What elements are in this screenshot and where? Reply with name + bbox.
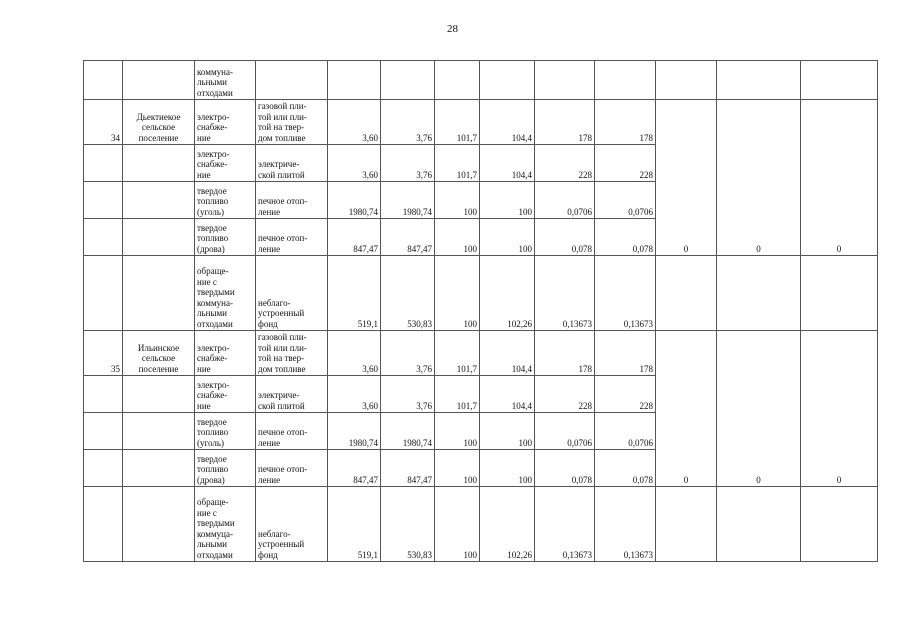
empty-cell: [656, 256, 717, 331]
value-cell: 0,13673: [535, 256, 595, 331]
resource-cell-line: обраще-: [197, 497, 229, 507]
resource-cell-line: топливо: [197, 464, 229, 474]
resource-cell-line: твердое: [197, 222, 227, 233]
settlement-cell-line: сельское: [141, 122, 176, 132]
empty-cell: [717, 61, 801, 100]
resource-cell-line: твердое: [197, 185, 227, 196]
value-cell: 0,078: [535, 219, 595, 256]
value-cell: 519,1: [328, 256, 381, 331]
description-cell-line: газовой пли-: [258, 101, 307, 111]
settlement-cell: [123, 100, 195, 145]
value-cell: 519,1: [328, 487, 381, 562]
value-cell: 178: [595, 331, 656, 376]
settlement-cell: [123, 256, 195, 331]
description-cell-line: ление: [258, 474, 281, 485]
value-cell: 0,078: [595, 450, 656, 487]
resource-cell-line: топливо: [197, 233, 229, 243]
row-number-cell: 35: [84, 331, 123, 376]
value-cell: 100: [480, 450, 535, 487]
value-cell: 100: [435, 413, 480, 450]
row-number-cell: [84, 145, 123, 182]
resource-cell-line: твердое: [197, 416, 227, 427]
value-cell: 0,078: [535, 450, 595, 487]
settlement-cell: [123, 61, 195, 100]
description-cell-line: фонд: [258, 318, 278, 329]
table-row-continuation: [84, 61, 878, 100]
resource-cell-line: твердыми: [197, 287, 235, 297]
description-cell-line: ление: [258, 206, 281, 217]
value-cell: 847,47: [328, 219, 381, 256]
row-number-cell: [84, 487, 123, 562]
settlement-cell: [123, 182, 195, 219]
row-number-cell: [84, 413, 123, 450]
value-cell: 102,26: [480, 487, 535, 562]
empty-cell: [801, 256, 878, 331]
page-number: 28: [447, 23, 458, 35]
value-cell: 101,7: [435, 376, 480, 413]
value-cell: 101,7: [435, 331, 480, 376]
row-number-cell: [84, 256, 123, 331]
empty-cell: [595, 61, 656, 100]
value-cell: 3,76: [381, 145, 435, 182]
description-cell-line: устроенный: [258, 308, 305, 318]
table-row: [84, 100, 878, 145]
value-cell: 847,47: [328, 450, 381, 487]
description-cell-line: печное отоп-: [258, 196, 308, 206]
settlement-cell-line: поселение: [138, 363, 179, 374]
extra-value-cell: 0: [717, 100, 801, 256]
description-cell-line: печное отоп-: [258, 427, 308, 437]
empty-cell: [656, 61, 717, 100]
description-cell-line: устроенный: [258, 539, 305, 549]
resource-cell: [195, 256, 256, 331]
resource-cell-line: (уголь): [197, 206, 224, 217]
description-cell-line: той на твер-: [258, 122, 305, 132]
value-cell: 0,0706: [595, 182, 656, 219]
empty-cell: [801, 61, 878, 100]
resource-cell-line: отходами: [197, 318, 233, 329]
empty-cell: [656, 487, 717, 562]
resource-cell-line: снабже-: [197, 122, 228, 132]
description-cell: [256, 256, 328, 331]
value-cell: 101,7: [435, 100, 480, 145]
value-cell: 847,47: [381, 219, 435, 256]
resource-cell-line: коммуца-: [197, 528, 233, 539]
description-cell-line: электриче-: [258, 390, 300, 400]
resource-cell-line: льными: [197, 539, 227, 549]
table-row: [84, 331, 878, 376]
resource-cell-line: снабже-: [197, 353, 228, 363]
resource-cell-line: электро-: [197, 148, 230, 159]
value-cell: 178: [535, 331, 595, 376]
description-cell: [256, 182, 328, 219]
resource-cell-line: электро-: [197, 379, 230, 390]
resource-cell-line: электро-: [197, 111, 230, 122]
description-cell: [256, 331, 328, 376]
value-cell: 100: [480, 182, 535, 219]
value-cell: 101,7: [435, 145, 480, 182]
empty-cell: [435, 61, 480, 100]
resource-cell-line: ние: [197, 363, 211, 374]
value-cell: 1980,74: [381, 182, 435, 219]
resource-cell-line: топливо: [197, 427, 229, 437]
resource-cell-line: (дрова): [197, 474, 225, 485]
resource-cell-line: отходами: [197, 87, 233, 98]
row-number-cell: 34: [84, 100, 123, 145]
description-cell-line: дом топливе: [258, 363, 306, 374]
resource-cell: [195, 100, 256, 145]
description-cell: [256, 219, 328, 256]
empty-cell: [535, 61, 595, 100]
resource-cell-line: твердое: [197, 453, 227, 464]
description-cell-line: той или пли-: [258, 111, 307, 122]
description-cell-line: печное отоп-: [258, 233, 308, 243]
resource-cell-line: электро-: [197, 342, 230, 353]
settlement-cell-line: Ильинское: [137, 342, 180, 353]
value-cell: 228: [535, 376, 595, 413]
value-cell: 1980,74: [328, 182, 381, 219]
settlement-cell: [123, 487, 195, 562]
resource-cell: [195, 61, 256, 100]
value-cell: 3,60: [328, 331, 381, 376]
value-cell: 3,76: [381, 331, 435, 376]
value-cell: 104,4: [480, 100, 535, 145]
value-cell: 100: [480, 219, 535, 256]
settlement-cell: [123, 376, 195, 413]
extra-value-cell: 0: [801, 100, 878, 256]
settlement-cell: [123, 145, 195, 182]
value-cell: 0,0706: [535, 182, 595, 219]
description-cell: [256, 413, 328, 450]
value-cell: 3,60: [328, 376, 381, 413]
description-cell-line: той или пли-: [258, 342, 307, 353]
description-cell-line: той на твер-: [258, 353, 305, 363]
resource-cell-line: топливо: [197, 196, 229, 206]
value-cell: 0,13673: [595, 487, 656, 562]
table-row: [84, 487, 878, 562]
description-cell-line: дом топливе: [258, 132, 306, 143]
description-cell: [256, 145, 328, 182]
value-cell: 3,60: [328, 100, 381, 145]
empty-cell: [801, 487, 878, 562]
value-cell: 3,76: [381, 100, 435, 145]
settlement-cell-line: Дьектиекое: [136, 111, 181, 122]
resource-cell-line: коммуна-: [197, 297, 233, 308]
value-cell: 1980,74: [381, 413, 435, 450]
resource-cell: [195, 145, 256, 182]
description-cell: [256, 100, 328, 145]
settlement-cell: [123, 450, 195, 487]
resource-cell-line: ние: [197, 400, 211, 411]
description-cell: [256, 450, 328, 487]
resource-cell-line: льными: [197, 77, 227, 87]
extra-value-cell: 0: [656, 331, 717, 487]
value-cell: 100: [435, 219, 480, 256]
value-cell: 1980,74: [328, 413, 381, 450]
value-cell: 100: [435, 487, 480, 562]
empty-cell: [480, 61, 535, 100]
resource-cell-line: льными: [197, 308, 227, 318]
value-cell: 0,0706: [595, 413, 656, 450]
empty-cell: [256, 61, 328, 100]
resource-cell-line: ние: [197, 169, 211, 180]
resource-cell-line: отходами: [197, 549, 233, 560]
value-cell: 3,76: [381, 376, 435, 413]
value-cell: 847,47: [381, 450, 435, 487]
description-cell-line: ской плитой: [258, 169, 305, 180]
resource-cell-line: снабже-: [197, 159, 228, 169]
resource-cell: [195, 331, 256, 376]
table-row: [84, 256, 878, 331]
description-cell: [256, 376, 328, 413]
resource-cell-line: снабже-: [197, 390, 228, 400]
description-cell-line: неблаго-: [258, 528, 291, 539]
extra-value-cell: 0: [801, 331, 878, 487]
resource-cell: [195, 413, 256, 450]
resource-cell: [195, 450, 256, 487]
row-number-cell: [84, 376, 123, 413]
value-cell: 178: [595, 100, 656, 145]
row-number-cell: [84, 61, 123, 100]
description-cell-line: ление: [258, 243, 281, 254]
resource-cell: [195, 182, 256, 219]
description-cell-line: печное отоп-: [258, 464, 308, 474]
value-cell: 0,0706: [535, 413, 595, 450]
value-cell: 3,60: [328, 145, 381, 182]
resource-cell: [195, 219, 256, 256]
row-number-cell: [84, 450, 123, 487]
value-cell: 228: [595, 376, 656, 413]
settlement-cell: [123, 413, 195, 450]
settlement-cell-line: сельское: [141, 353, 176, 363]
value-cell: 104,4: [480, 331, 535, 376]
value-cell: 100: [435, 450, 480, 487]
value-cell: 530,83: [381, 256, 435, 331]
value-cell: 100: [480, 413, 535, 450]
resource-cell-line: твердыми: [197, 518, 235, 528]
settlement-cell: [123, 331, 195, 376]
value-cell: 228: [595, 145, 656, 182]
resource-cell-line: ние: [197, 132, 211, 143]
value-cell: 100: [435, 256, 480, 331]
value-cell: 0,13673: [595, 256, 656, 331]
settlement-cell-line: поселение: [138, 132, 179, 143]
value-cell: 100: [435, 182, 480, 219]
description-cell-line: электриче-: [258, 159, 300, 169]
row-number-cell: [84, 219, 123, 256]
description-cell-line: фонд: [258, 549, 278, 560]
description-cell-line: ление: [258, 437, 281, 448]
table-body: [84, 61, 878, 562]
value-cell: 228: [535, 145, 595, 182]
resource-cell-line: (уголь): [197, 437, 224, 448]
resource-cell-line: коммуна-: [197, 66, 233, 77]
empty-cell: [381, 61, 435, 100]
resource-cell-line: ние с: [197, 507, 217, 518]
value-cell: 0,078: [595, 219, 656, 256]
settlement-cell: [123, 219, 195, 256]
empty-cell: [717, 256, 801, 331]
empty-cell: [717, 487, 801, 562]
resource-cell-line: (дрова): [197, 243, 225, 254]
resource-cell: [195, 487, 256, 562]
value-cell: 178: [535, 100, 595, 145]
description-cell-line: ской плитой: [258, 400, 305, 411]
description-cell-line: газовой пли-: [258, 332, 307, 342]
value-cell: 104,4: [480, 376, 535, 413]
resource-cell-line: обраще-: [197, 266, 229, 276]
value-cell: 530,83: [381, 487, 435, 562]
extra-value-cell: 0: [656, 100, 717, 256]
value-cell: 102,26: [480, 256, 535, 331]
description-cell-line: неблаго-: [258, 297, 291, 308]
empty-cell: [328, 61, 381, 100]
resource-cell-line: ние с: [197, 276, 217, 287]
tariff-table: [83, 60, 878, 562]
row-number-cell: [84, 182, 123, 219]
value-cell: 0,13673: [535, 487, 595, 562]
resource-cell: [195, 376, 256, 413]
description-cell: [256, 487, 328, 562]
value-cell: 104,4: [480, 145, 535, 182]
extra-value-cell: 0: [717, 331, 801, 487]
